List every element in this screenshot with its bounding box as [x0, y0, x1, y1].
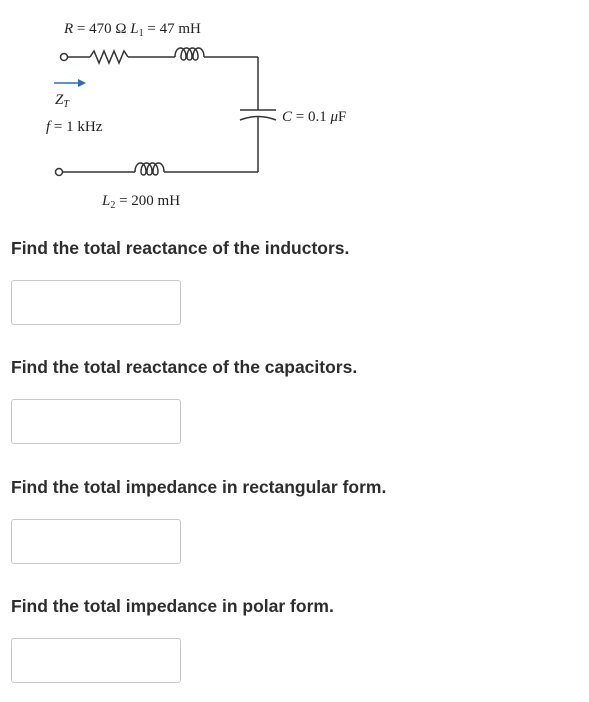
- question-1-text: Find the total reactance of the inductors.: [11, 238, 350, 258]
- question-3-text: Find the total impedance in rectangular form.: [11, 477, 387, 497]
- capacitor-label: C = 0.1 μF: [282, 109, 347, 125]
- answer-input-1[interactable]: [11, 280, 181, 325]
- zt-arrowhead: [78, 79, 86, 87]
- inductor-l2-label: $L_2 = 200$ mH: [102, 193, 181, 211]
- resistor-label: R = 470 Ω $L_1 = 47$ mH: [64, 21, 201, 39]
- circuit-diagram: [0, 0, 400, 215]
- answer-input-2[interactable]: [11, 399, 181, 444]
- inductor-l2-symbol: [135, 163, 164, 175]
- terminal-bottom: [56, 169, 63, 176]
- question-4-text: Find the total impedance in polar form.: [11, 596, 334, 616]
- answer-input-4[interactable]: [11, 638, 181, 683]
- resistor-symbol: [90, 51, 128, 63]
- zt-label: $Z_T$: [55, 92, 69, 110]
- inductor-l1-symbol: [175, 48, 204, 60]
- frequency-label: f = 1 kHz: [46, 119, 103, 135]
- question-2-text: Find the total reactance of the capacitors.: [11, 357, 358, 377]
- terminal-top: [61, 54, 68, 61]
- answer-input-3[interactable]: [11, 519, 181, 564]
